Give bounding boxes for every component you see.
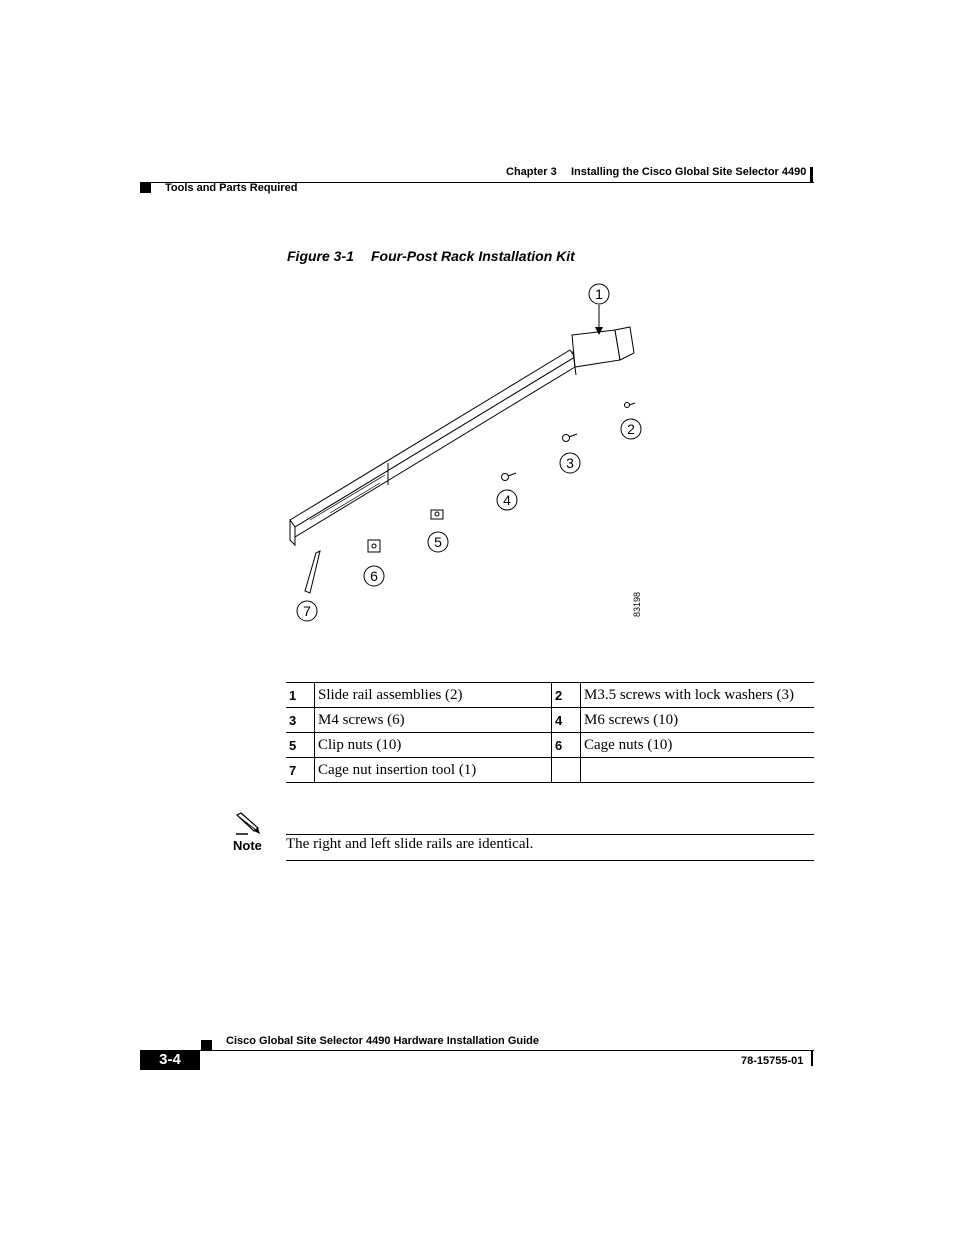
note-rule-top: [286, 834, 814, 835]
header-bar: [810, 167, 813, 183]
header-chapter: Chapter 3: [506, 166, 557, 178]
callout-label-1: 1: [595, 286, 603, 302]
header-section: Tools and Parts Required: [165, 182, 298, 194]
parts-table: [286, 682, 814, 783]
item-number: 2: [552, 683, 581, 708]
m35-screw: [625, 403, 636, 408]
figure-number: Figure 3-1: [287, 248, 354, 264]
item-description: Slide rail assemblies (2): [315, 683, 552, 708]
item-number: 1: [286, 683, 315, 708]
doc-number: 78-15755-01: [741, 1055, 804, 1067]
item-number: 7: [286, 758, 315, 783]
cage-nut: [368, 540, 380, 552]
rail-slot: [310, 475, 385, 520]
item-description: M4 screws (6): [315, 708, 552, 733]
header-chapter-title: Installing the Cisco Global Site Selector 4490: [571, 166, 807, 178]
table-row: [286, 708, 814, 733]
item-number: 4: [552, 708, 581, 733]
footer-guide-title: Cisco Global Site Selector 4490 Hardware Installation Guide: [226, 1035, 539, 1047]
item-description: Cage nut insertion tool (1): [315, 758, 552, 783]
footer-rule: [200, 1050, 814, 1051]
m4-screw: [563, 434, 578, 442]
clip-nut: [431, 510, 443, 519]
footer-bar: [811, 1050, 813, 1066]
callout-label-2: 2: [627, 421, 635, 437]
item-description: M6 screws (10): [581, 708, 815, 733]
m6-screw: [502, 473, 517, 481]
item-number: 5: [286, 733, 315, 758]
table-row: [286, 758, 814, 783]
pencil-icon: [234, 812, 262, 836]
callout-label-6: 6: [370, 568, 378, 584]
item-number: [552, 758, 581, 783]
slide-rail: [290, 327, 634, 545]
callout-label-3: 3: [566, 455, 574, 471]
figure-title: Four-Post Rack Installation Kit: [371, 248, 575, 264]
art-id: 83198: [632, 591, 642, 617]
item-number: 3: [286, 708, 315, 733]
note-rule-bottom: [286, 860, 814, 861]
note-text: The right and left slide rails are identical.: [286, 836, 534, 852]
callout-label-7: 7: [303, 603, 311, 619]
item-description: Clip nuts (10): [315, 733, 552, 758]
item-number: 6: [552, 733, 581, 758]
item-description: Cage nuts (10): [581, 733, 815, 758]
note-label: Note: [233, 838, 262, 853]
item-description: M3.5 screws with lock washers (3): [581, 683, 815, 708]
table-row: [286, 733, 814, 758]
callout-label-5: 5: [434, 534, 442, 550]
header-square: [140, 182, 151, 193]
rack-kit-illustration: [280, 275, 660, 630]
table-row: [286, 683, 814, 708]
page-number: 3-4: [140, 1050, 200, 1070]
item-description: [581, 758, 815, 783]
cage-nut-insertion-tool: [305, 551, 320, 593]
callout-label-4: 4: [503, 492, 511, 508]
